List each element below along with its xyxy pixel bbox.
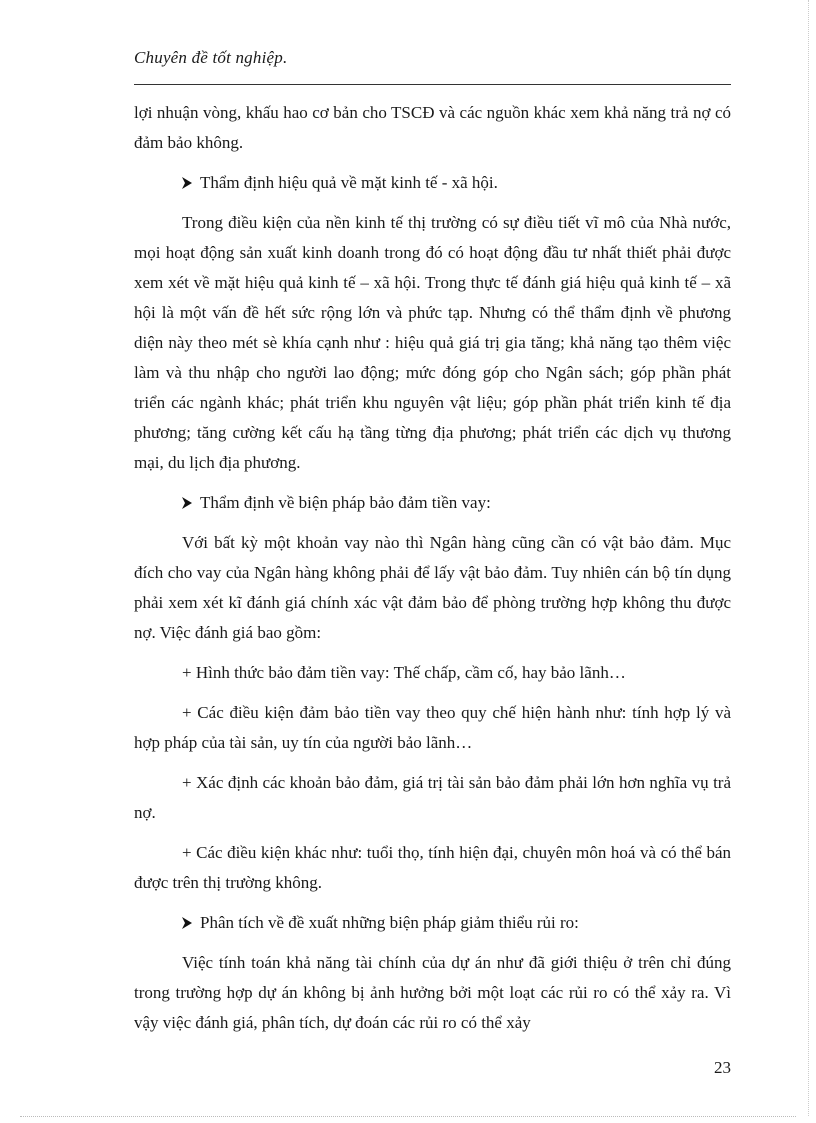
bullet-heading-risk (134, 908, 731, 938)
bullet-heading-text: Thẩm định về biện pháp bảo đảm tiền vay: (200, 493, 491, 512)
list-item-collateral-form: + Hình thức bảo đảm tiền vay: Thế chấp, cầm cố, hay bảo lãnh… (182, 663, 626, 682)
arrowhead-bullet-icon (182, 177, 192, 189)
bullet-heading-collateral (134, 488, 731, 518)
bullet-heading-text: Phân tích về đề xuất những biện pháp giảm thiểu rủi ro: (200, 913, 579, 932)
paragraph-risk: Việc tính toán khả năng tài chính của dự án như đã giới thiệu ở trên chỉ đúng trong trường hợp dự án không bị ảnh hưởng bởi một loạt các rủi ro có thể xảy ra. Vì vậy việc đánh giá, phân tích, dự đoán các rủi ro có thể xảy (134, 953, 731, 1032)
page-number: 23 (714, 1058, 731, 1077)
running-header: Chuyên đề tốt nghiệp. (134, 48, 288, 67)
list-item-other-conditions: + Các điều kiện khác như: tuổi thọ, tính hiện đại, chuyên môn hoá và có thể bán được trên thị trường không. (134, 843, 731, 892)
header-rule (134, 84, 731, 85)
bullet-heading-text: Thẩm định hiệu quả về mặt kinh tế - xã hội. (200, 173, 498, 192)
bullet-heading-socio-economic (134, 168, 731, 198)
body-text (134, 98, 731, 1048)
arrowhead-bullet-icon (182, 917, 192, 929)
list-item-collateral-conditions: + Các điều kiện đảm bảo tiền vay theo quy chế hiện hành như: tính hợp lý và hợp pháp của tài sản, uy tín của người bảo lãnh… (134, 703, 731, 752)
page-border-bottom (20, 1116, 796, 1117)
page-border-right (808, 0, 809, 1116)
paragraph-socio-economic: Trong điều kiện của nền kinh tế thị trường có sự điều tiết vĩ mô của Nhà nước, mọi hoạt động sản xuất kinh doanh trong đó có hoạt động đầu tư nhất thiết phải được xem xét về mặt hiệu quả kinh tế – xã hội. Trong thực tế đánh giá hiệu quả kinh tế – xã hội là một vấn đề hết sức rộng lớn và phức tạp. Nhưng có thể thẩm định về phương diện này theo mét sè khía cạnh như : hiệu quả giá trị gia tăng; khả năng tạo thêm việc làm và thu nhập cho người lao động; mức đóng góp cho Ngân sách; góp phần phát triển các ngành khác; phát triển khu nguyên vật liệu; góp phần phát triển kinh tế địa phương; tăng cường kết cấu hạ tầng từng địa phương; phát triển các dịch vụ thương mại, du lịch địa phương. (134, 213, 731, 472)
list-item-collateral-value: + Xác định các khoản bảo đảm, giá trị tài sản bảo đảm phải lớn hơn nghĩa vụ trả nợ. (134, 773, 731, 822)
arrowhead-bullet-icon (182, 497, 192, 509)
paragraph-continuation: lợi nhuận vòng, khấu hao cơ bản cho TSCĐ và các nguồn khác xem khả năng trả nợ có đảm bảo không. (134, 103, 731, 152)
paragraph-collateral: Với bất kỳ một khoản vay nào thì Ngân hàng cũng cần có vật bảo đảm. Mục đích cho vay của Ngân hàng không phải để lấy vật bảo đảm. Tuy nhiên cán bộ tín dụng phải xem xét kĩ đánh giá chính xác vật đảm bảo để phòng trường hợp không thu được nợ. Việc đánh giá bao gồm: (134, 533, 731, 642)
